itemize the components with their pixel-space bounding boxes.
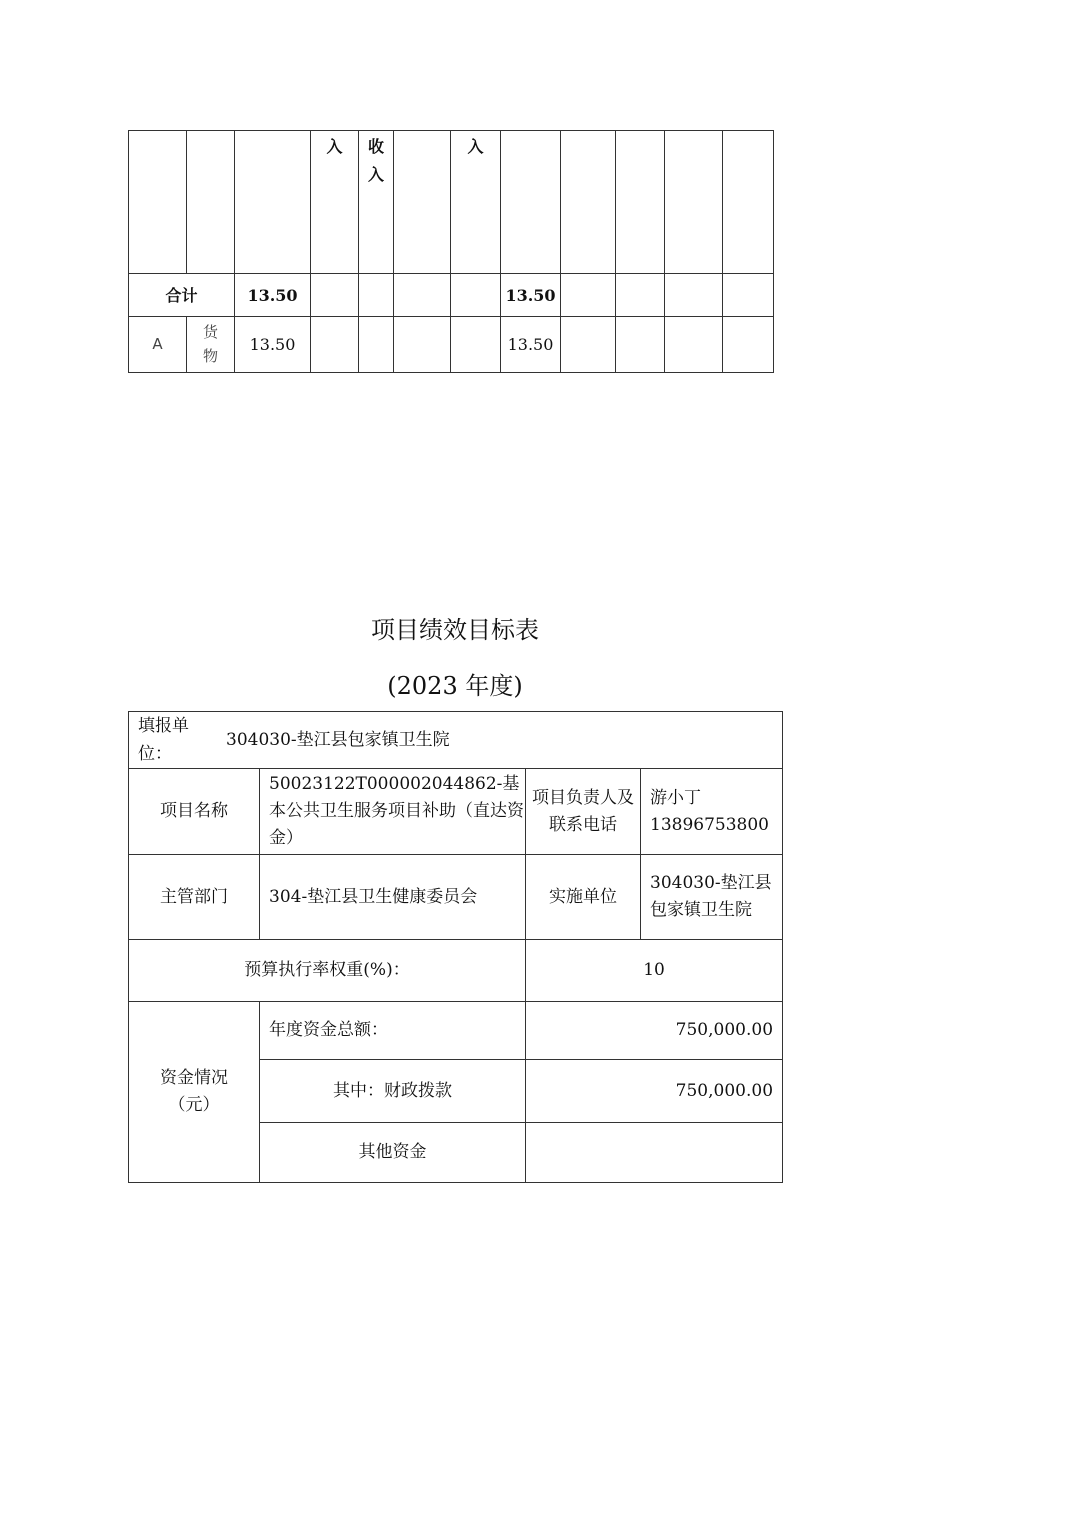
header-cell: 入 xyxy=(451,131,501,274)
table-header-row xyxy=(129,131,774,274)
header-cell xyxy=(665,131,723,274)
page-title: 项目绩效目标表 xyxy=(371,616,539,644)
header-cell xyxy=(723,131,774,274)
header-cell xyxy=(235,131,311,274)
weight-row xyxy=(129,940,783,1002)
header-cell: 入 xyxy=(311,131,359,274)
header-cell xyxy=(616,131,665,274)
header-cell: 收入 xyxy=(359,131,394,274)
fiscal-value: 750,000.00 xyxy=(526,1060,783,1123)
total-cell: 13.50 xyxy=(235,274,311,317)
header-cell xyxy=(561,131,616,274)
total-cell xyxy=(665,274,723,317)
contact-label: 项目负责人及联系电话 xyxy=(526,769,641,855)
row-name: 货物 xyxy=(187,317,235,373)
unit-value: 304030-垫江县包家镇卫生院 xyxy=(226,729,450,750)
contact-name: 游小丁 xyxy=(650,787,701,808)
annual-total-label: 年度资金总额： xyxy=(260,1002,526,1060)
performance-target-table xyxy=(128,711,783,1183)
page-subtitle: (2023 年度) xyxy=(387,672,523,700)
income-table xyxy=(128,130,774,373)
total-cell xyxy=(451,274,501,317)
total-cell xyxy=(723,274,774,317)
annual-total-value: 750,000.00 xyxy=(526,1002,783,1060)
row-cell xyxy=(616,317,665,373)
header-cell xyxy=(129,131,187,274)
other-funds-label: 其他资金 xyxy=(260,1123,526,1183)
fiscal-label: 其中：财政拨款 xyxy=(260,1060,526,1123)
unit-row xyxy=(129,712,783,769)
total-cell: 13.50 xyxy=(501,274,561,317)
impl-label: 实施单位 xyxy=(526,855,641,940)
header-cell xyxy=(501,131,561,274)
header-cell xyxy=(394,131,451,274)
total-row xyxy=(129,274,774,317)
total-label: 合计 xyxy=(129,274,235,317)
total-cell xyxy=(311,274,359,317)
row-cell xyxy=(359,317,394,373)
row-cell xyxy=(394,317,451,373)
impl-value: 304030-垫江县包家镇卫生院 xyxy=(641,855,783,940)
row-cell xyxy=(311,317,359,373)
table-row xyxy=(129,317,774,373)
row-cell xyxy=(665,317,723,373)
row-code: A xyxy=(129,317,187,373)
weight-label: 预算执行率权重(%)： xyxy=(129,940,526,1002)
dept-row xyxy=(129,855,783,940)
total-cell xyxy=(359,274,394,317)
total-cell xyxy=(616,274,665,317)
total-cell xyxy=(394,274,451,317)
project-name-value: 50023122T000002044862-基本公共卫生服务项目补助（直达资金） xyxy=(260,769,526,855)
unit-label: 填报单位： xyxy=(138,716,189,764)
other-funds-value xyxy=(526,1123,783,1183)
project-name-label: 项目名称 xyxy=(129,769,260,855)
row-cell: 13.50 xyxy=(501,317,561,373)
row-cell xyxy=(723,317,774,373)
row-cell xyxy=(561,317,616,373)
project-row xyxy=(129,769,783,855)
contact-phone: 13896753800 xyxy=(650,814,769,835)
row-cell xyxy=(451,317,501,373)
header-cell xyxy=(187,131,235,274)
row-cell: 13.50 xyxy=(235,317,311,373)
weight-value: 10 xyxy=(526,940,783,1002)
contact-value xyxy=(641,769,783,855)
dept-label: 主管部门 xyxy=(129,855,260,940)
dept-value: 304-垫江县卫生健康委员会 xyxy=(260,855,526,940)
total-cell xyxy=(561,274,616,317)
funds-label: 资金情况（元） xyxy=(129,1002,260,1183)
annual-total-row xyxy=(129,1002,783,1060)
